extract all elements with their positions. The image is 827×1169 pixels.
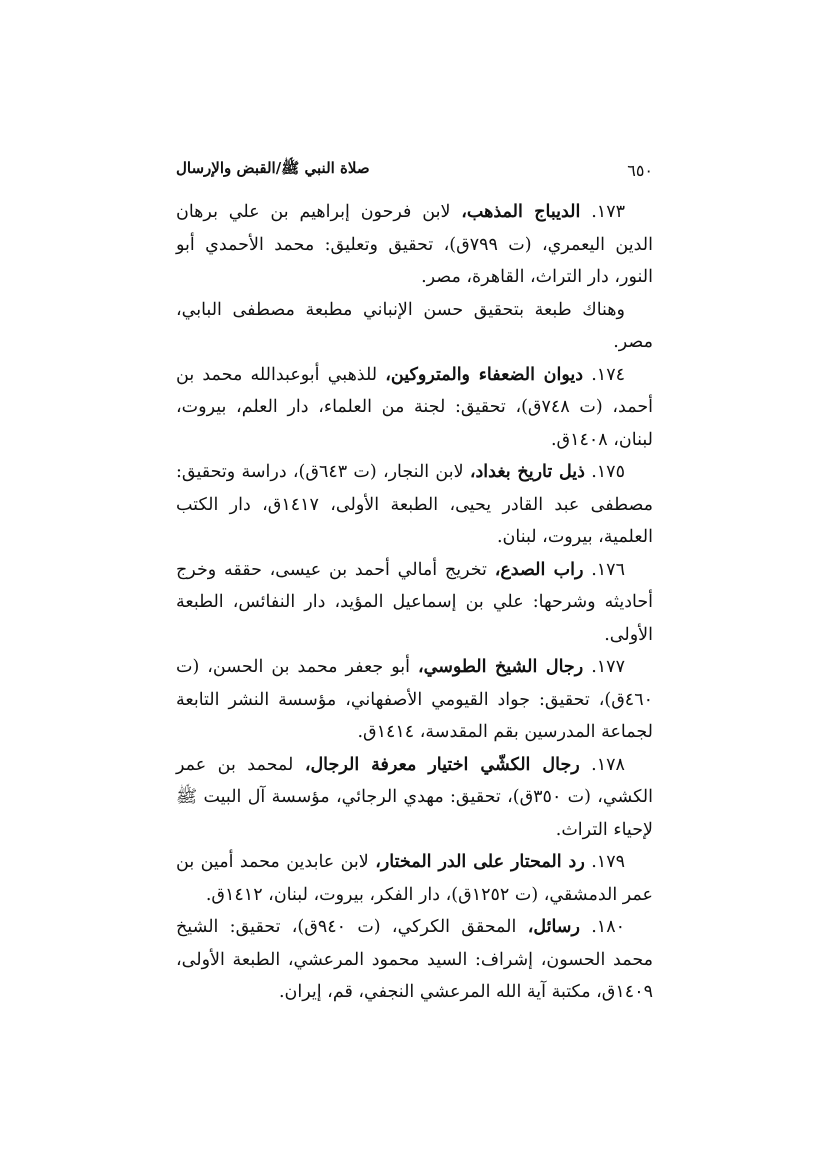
running-title: صلاة النبي ﷺ/القبض والإرسال (176, 159, 370, 177)
bibliography-entry (176, 554, 653, 652)
entry-details: للذهبي أبوعبدالله محمد بن أحمد، (ت ٧٤٨ق)، تحقيق: لجنة من العلماء، دار العلم، بيروت، لبنان، ١٤٠٨ق. (176, 364, 653, 450)
entry-number: ١٧٨. (591, 754, 625, 775)
page-number: ٦٥٠ (627, 160, 653, 180)
entry-number: ١٧٩. (591, 852, 625, 872)
entry-title: رجال الكشّي اختيار معرفة الرجال، (304, 754, 580, 775)
entry-details: تخريج أمالي أحمد بن عيسى، حققه وخرج أحاديثه وشرحها: علي بن إسماعيل المؤيد، دار النفائس، الطبعة الأولى. (176, 559, 653, 645)
entry-details: لابن النجار، (ت ٦٤٣ق)، دراسة وتحقيق: مصطفى عبد القادر يحيى، الطبعة الأولى، ١٤١٧ق، دار الكتب العلمية، بيروت، لبنان. (176, 462, 654, 547)
entry-details: أبو جعفر محمد بن الحسن، (ت ٤٦٠ق)، تحقيق: جواد القيومي الأصفهاني، مؤسسة النشر التابعة لجماعة المدرسين بقم المقدسة، ١٤١٤ق. (176, 657, 653, 742)
bibliography-entry (176, 749, 653, 847)
entry-details: لابن فرحون إبراهيم بن علي برهان الدين اليعمري، (ت ٧٩٩ق)، تحقيق وتعليق: محمد الأحمدي أبو النور، دار التراث، القاهرة، مصر. (176, 202, 653, 287)
entry-title: ذيل تاريخ بغداد، (469, 462, 585, 482)
entry-number: ١٧٣. (591, 202, 625, 222)
bibliography-entry (176, 196, 653, 294)
entry-title: رجال الشيخ الطوسي، (417, 657, 584, 677)
entry-title: رسائل، (527, 917, 580, 937)
bibliography-entry (176, 651, 653, 749)
entry-number: ١٧٥. (591, 462, 625, 482)
entry-details: لمحمد بن عمر الكشي، (ت ٣٥٠ق)، تحقيق: مهدي الرجائي، مؤسسة آل البيت ﷺ لإحياء التراث. (176, 754, 653, 840)
bibliography-entry (176, 911, 653, 1009)
entry-number: ١٨٠. (591, 917, 625, 937)
bibliography-entry (176, 456, 653, 554)
entry-title: الديباج المذهب، (461, 202, 581, 222)
entry-title: رد المحتار على الدر المختار، (375, 852, 585, 872)
entry-number: ١٧٤. (591, 364, 625, 385)
entry-title: راب الصدع، (494, 559, 584, 580)
bibliography-entry (176, 846, 653, 911)
entry-title: ديوان الضعفاء والمتروكين، (385, 364, 584, 385)
entry-number: ١٧٧. (591, 657, 625, 677)
page-header (176, 155, 653, 185)
entry-number: ١٧٦. (591, 559, 625, 580)
bibliography-entry (176, 359, 653, 457)
entry-details: المحقق الكركي، (ت ٩٤٠ق)، تحقيق: الشيخ محمد الحسون، إشراف: السيد محمود المرعشي، الطبعة الأولى، ١٤٠٩ق، مكتبة آية الله المرعشي النجفي، قم، إيران. (176, 917, 653, 1002)
entry-note: وهناك طبعة بتحقيق حسن الإنباني مطبعة مصطفى البابي، مصر. (176, 299, 653, 352)
bibliography-list (176, 196, 653, 1009)
entry-details: لابن عابدين محمد أمين بن عمر الدمشقي، (ت ١٢٥٢ق)، دار الفكر، بيروت، لبنان، ١٤١٢ق. (176, 852, 653, 905)
